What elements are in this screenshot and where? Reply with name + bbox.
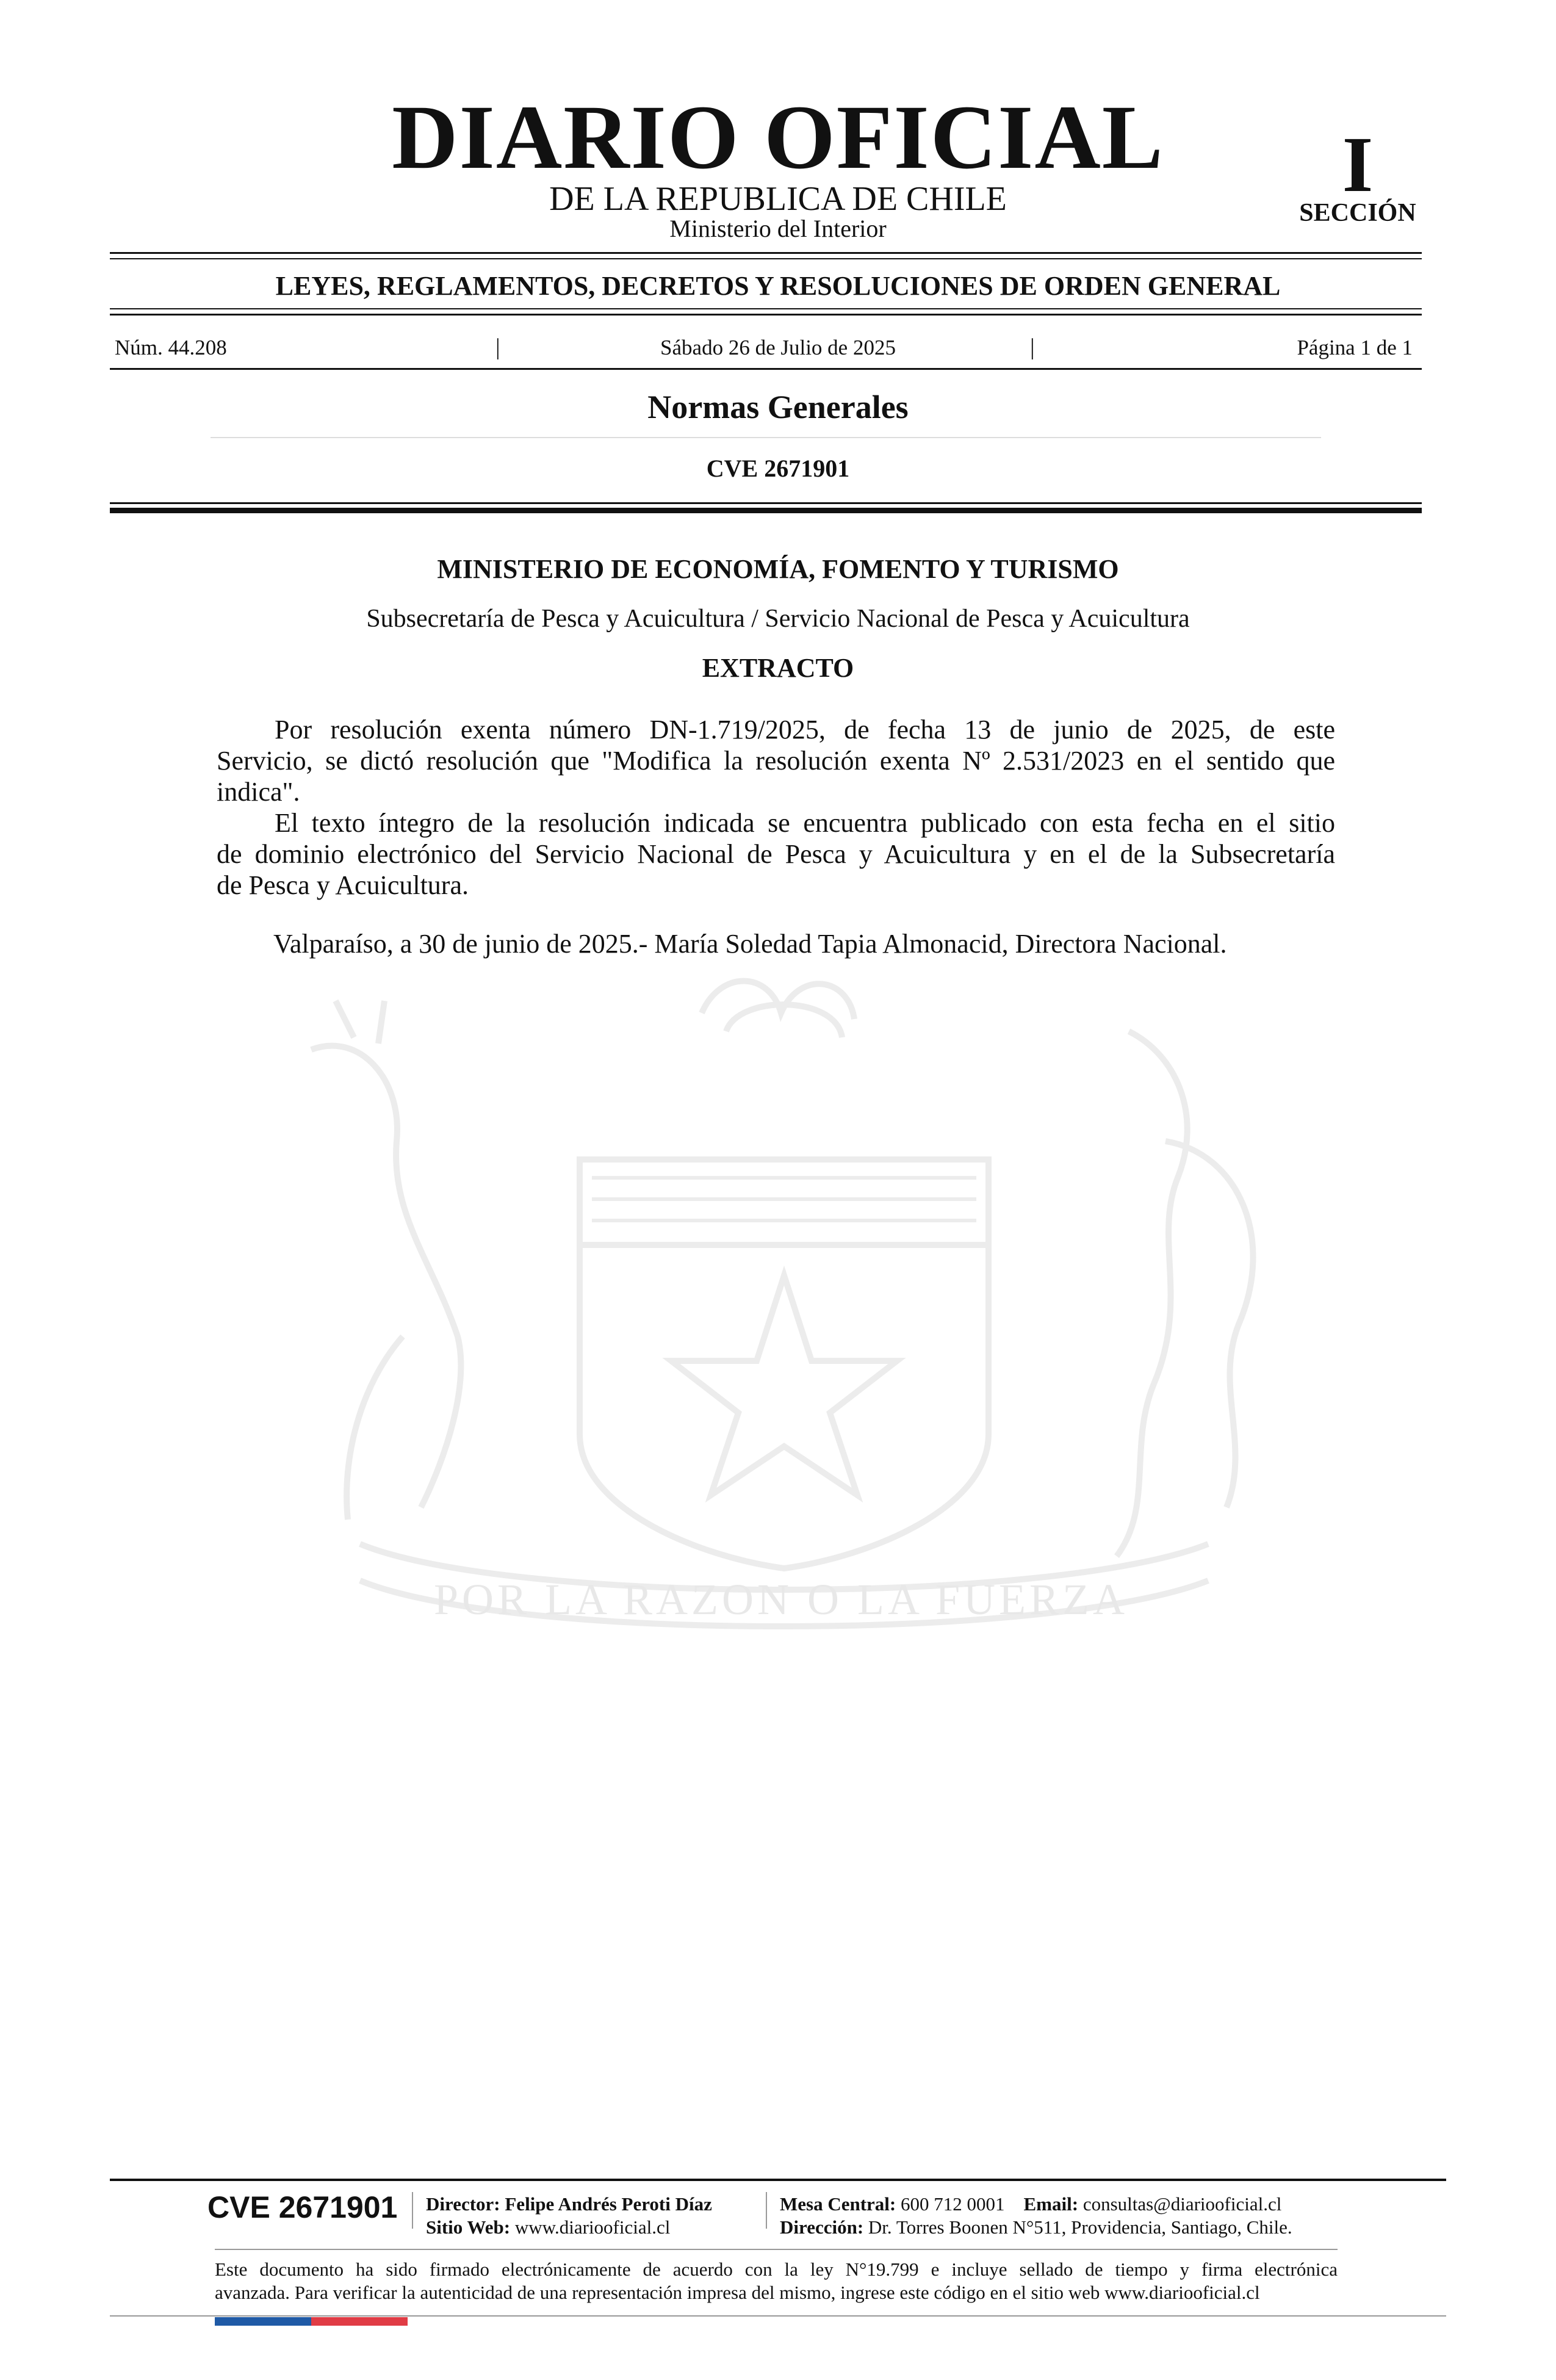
footer-director <box>426 2193 712 2216</box>
paragraph-line: de Pesca y Acuicultura. <box>217 870 469 900</box>
footer-address <box>780 2216 1292 2239</box>
masthead-ministry: Ministerio del Interior <box>669 215 887 242</box>
flag-stripe-red <box>311 2317 408 2326</box>
masthead-title: DIARIO OFICIAL <box>392 87 1164 188</box>
issue-page: Página 1 de 1 <box>1297 336 1413 359</box>
phone-label: Mesa Central: <box>780 2193 896 2215</box>
agency-name: Subsecretaría de Pesca y Acuicultura / Servicio Nacional de Pesca y Acuicultura <box>366 605 1190 633</box>
watermark-motto: POR LA RAZON O LA FUERZA <box>433 1575 1129 1624</box>
paragraph-line: de dominio electrónico del Servicio Nacional de Pesca y Acuicultura y en el de la Subsecretaría <box>217 839 1335 869</box>
series-title: LEYES, REGLAMENTOS, DECRETOS Y RESOLUCIONES DE ORDEN GENERAL <box>275 271 1281 301</box>
notice-line: avanzada. Para verificar la autenticidad de una representación impresa del mismo, ingrese este código en el sitio web www.diariooficial.cl <box>215 2282 1260 2303</box>
section-label: SECCIÓN <box>1299 199 1416 227</box>
body-paragraph-1 <box>217 714 1335 807</box>
paragraph-line: El texto íntegro de la resolución indicada se encuentra publicado con esta fecha en el sitio <box>275 808 1335 838</box>
footer-signature-notice <box>215 2258 1338 2304</box>
series-divider-bottom <box>110 314 1422 316</box>
website-label: Sitio Web: <box>426 2216 511 2238</box>
flag-stripe-blue <box>215 2317 311 2326</box>
header-divider-top <box>110 502 1422 504</box>
coat-of-arms-icon <box>201 958 1361 1678</box>
body-paragraph-2 <box>217 807 1335 901</box>
issue-separator: | <box>1030 334 1035 360</box>
paragraph-line: Servicio, se dictó resolución que "Modifica la resolución exenta Nº 2.531/2023 en el sentido que <box>217 746 1335 776</box>
section-numeral: I <box>1342 121 1374 209</box>
section-name: Normas Generales <box>647 389 909 425</box>
director-label: Director: <box>426 2193 500 2215</box>
footer-separator <box>412 2192 413 2229</box>
issue-number: Núm. 44.208 <box>115 336 227 359</box>
issue-date: Sábado 26 de Julio de 2025 <box>660 336 896 359</box>
masthead-subtitle: DE LA REPUBLICA DE CHILE <box>549 180 1007 218</box>
series-divider-top <box>110 308 1422 309</box>
issue-divider <box>110 368 1422 370</box>
website-link[interactable]: www.diariooficial.cl <box>514 2216 671 2238</box>
document-type: EXTRACTO <box>702 653 854 683</box>
notice-line: Este documento ha sido firmado electrónicamente de acuerdo con la ley N°19.799 e incluye sellado de tiempo y firma electrónica <box>215 2259 1338 2280</box>
header-divider-bottom <box>110 508 1422 513</box>
footer-separator <box>766 2192 767 2229</box>
footer-website <box>426 2216 670 2239</box>
masthead-divider-top <box>110 252 1422 254</box>
phone-number: 600 712 0001 <box>901 2193 1005 2215</box>
signature-line: Valparaíso, a 30 de junio de 2025.- María Soledad Tapia Almonacid, Directora Nacional. <box>273 929 1227 959</box>
footer-inner-divider <box>215 2249 1338 2250</box>
footer-bottom-divider <box>110 2315 1446 2317</box>
address-label: Dirección: <box>780 2216 864 2238</box>
footer-divider <box>110 2179 1446 2181</box>
footer-cve-code: CVE 2671901 <box>207 2190 398 2224</box>
ministry-name: MINISTERIO DE ECONOMÍA, FOMENTO Y TURISMO <box>437 554 1119 584</box>
paragraph-line: indica". <box>217 777 300 807</box>
director-name: Felipe Andrés Peroti Díaz <box>505 2193 712 2215</box>
footer-contact <box>780 2193 1281 2216</box>
masthead-divider-bottom <box>110 258 1422 259</box>
address-value: Dr. Torres Boonen N°511, Providencia, Santiago, Chile. <box>868 2216 1292 2238</box>
cve-code: CVE 2671901 <box>706 455 850 482</box>
paragraph-line: Por resolución exenta número DN-1.719/2025, de fecha 13 de junio de 2025, de este <box>275 715 1335 745</box>
section-name-underline <box>211 437 1321 438</box>
email-label: Email: <box>1023 2193 1079 2215</box>
email-link[interactable]: consultas@diariooficial.cl <box>1082 2193 1282 2215</box>
issue-separator: | <box>495 334 500 360</box>
